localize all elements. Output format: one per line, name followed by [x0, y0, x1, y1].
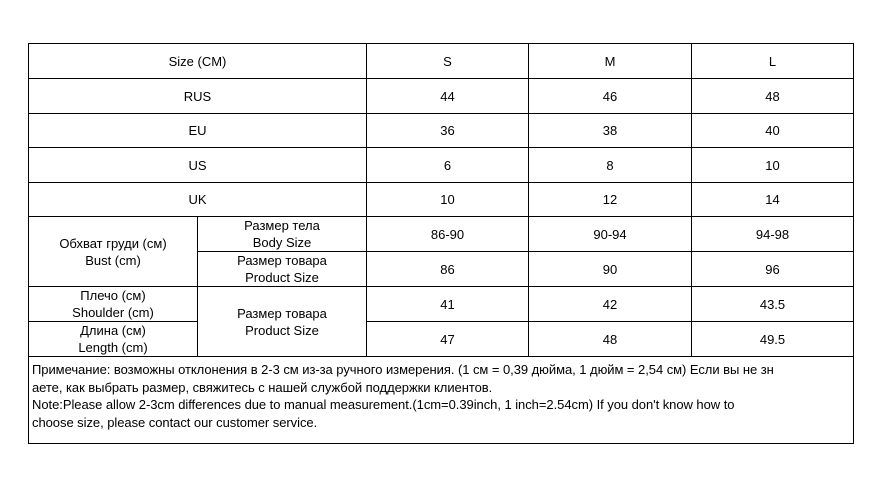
- table-cell: 8: [529, 148, 692, 183]
- header-size-m: M: [529, 44, 692, 79]
- row-label-rus: RUS: [29, 79, 367, 114]
- bust-label: [29, 217, 198, 287]
- table-row: [29, 217, 854, 252]
- table-cell: 10: [692, 148, 854, 183]
- header-row: [29, 44, 854, 79]
- table-row: [29, 148, 854, 183]
- shoulder-label-en: Shoulder (cm): [72, 305, 154, 320]
- table-cell: 48: [529, 322, 692, 357]
- header-size-s: S: [367, 44, 529, 79]
- table-cell: 94-98: [692, 217, 854, 252]
- header-size-label: Size (CM): [29, 44, 367, 79]
- table-cell: 10: [367, 183, 529, 217]
- table-row: [29, 183, 854, 217]
- table-cell: 46: [529, 79, 692, 114]
- table-cell: 44: [367, 79, 529, 114]
- note-row: [29, 357, 854, 444]
- note-cell: [29, 357, 854, 444]
- table-cell: 47: [367, 322, 529, 357]
- row-label-us: US: [29, 148, 367, 183]
- note-line: аете, как выбрать размер, свяжитесь с нашей службой поддержки клиентов.: [32, 379, 493, 395]
- table-cell: 86-90: [367, 217, 529, 252]
- table-row: [29, 79, 854, 114]
- product-size-group-label-ru: Размер товара: [237, 305, 327, 321]
- bust-product-size-label-ru: Размер товара: [237, 253, 327, 268]
- length-label: [29, 322, 198, 357]
- bust-label-ru: Обхват груди (см): [59, 235, 167, 251]
- row-label-uk: UK: [29, 183, 367, 217]
- body-size-label: [198, 217, 367, 252]
- body-size-label-en: Body Size: [252, 235, 312, 250]
- size-chart-table: [28, 43, 854, 444]
- table-cell: 48: [692, 79, 854, 114]
- table-row: [29, 287, 854, 322]
- product-size-group-label-en: Product Size: [245, 322, 319, 338]
- body-size-label-ru: Размер тела: [244, 218, 320, 233]
- note-line: choose size, please contact our customer service.: [32, 414, 318, 430]
- table-cell: 42: [529, 287, 692, 322]
- shoulder-label: [29, 287, 198, 322]
- bust-product-size-label: [198, 252, 367, 287]
- product-size-group-label: [198, 287, 367, 357]
- table-cell: 41: [367, 287, 529, 322]
- header-size-l: L: [692, 44, 854, 79]
- table-cell: 43.5: [692, 287, 854, 322]
- row-label-eu: EU: [29, 114, 367, 148]
- length-label-en: Length (cm): [78, 340, 148, 355]
- table-row: [29, 322, 854, 357]
- note-line: Примечание: возможны отклонения в 2-3 см из-за ручного измерения. (1 см = 0,39 дюйма, 1 дюйм = 2,54 см) Если вы не зн: [32, 362, 774, 377]
- table-cell: 38: [529, 114, 692, 148]
- table-cell: 14: [692, 183, 854, 217]
- bust-label-en: Bust (cm): [85, 252, 141, 268]
- shoulder-label-ru: Плечо (см): [80, 288, 146, 303]
- table-cell: 90: [529, 252, 692, 287]
- table-cell: 6: [367, 148, 529, 183]
- table-row: [29, 114, 854, 148]
- table-cell: 90-94: [529, 217, 692, 252]
- table-cell: 96: [692, 252, 854, 287]
- length-label-ru: Длина (см): [80, 323, 146, 338]
- bust-product-size-label-en: Product Size: [245, 270, 319, 285]
- table-cell: 49.5: [692, 322, 854, 357]
- table-cell: 12: [529, 183, 692, 217]
- note-line: Note:Please allow 2-3cm differences due to manual measurement.(1cm=0.39inch, 1 inch=2.54cm) If you don't know how to: [32, 397, 735, 412]
- table-cell: 40: [692, 114, 854, 148]
- table-cell: 86: [367, 252, 529, 287]
- table-cell: 36: [367, 114, 529, 148]
